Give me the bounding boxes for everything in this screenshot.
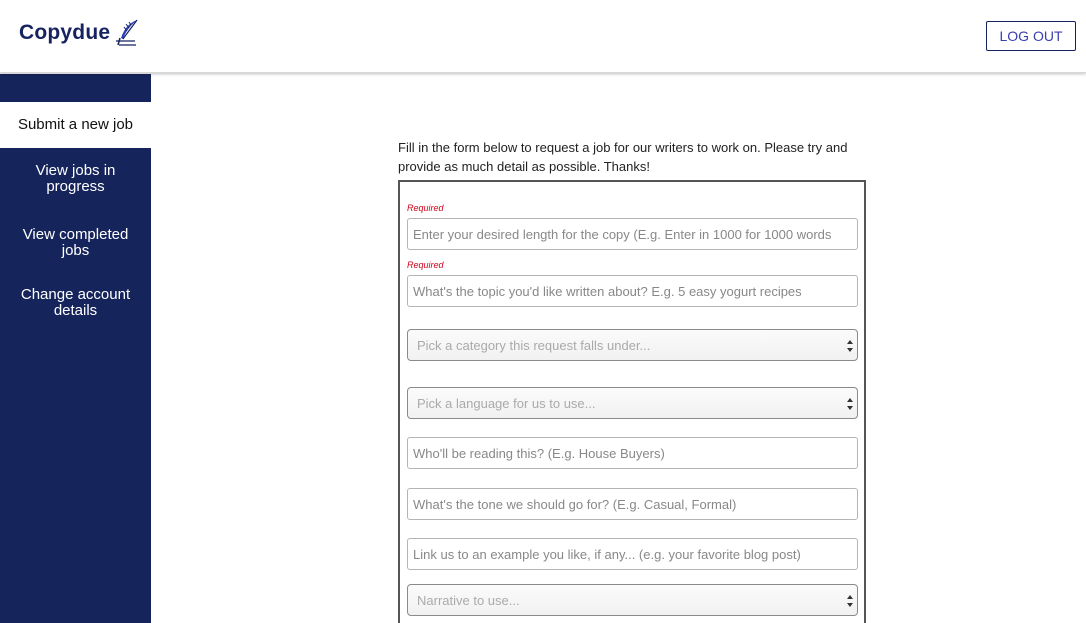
sidebar-item-label: Change account details — [20, 286, 131, 319]
select-arrows-icon — [846, 593, 854, 609]
sidebar-item-jobs-in-progress[interactable] — [0, 163, 151, 195]
audience-input[interactable]: Who'll be reading this? (E.g. House Buyers) — [407, 437, 858, 469]
sidebar-item-completed-jobs[interactable] — [0, 227, 151, 259]
top-header — [0, 0, 1086, 73]
sidebar-item-submit-job[interactable]: Submit a new job — [0, 102, 151, 148]
category-select[interactable] — [407, 329, 858, 361]
select-arrows-icon — [846, 396, 854, 412]
required-label: Required — [407, 260, 444, 270]
sidebar-item-label: View completed jobs — [22, 226, 129, 259]
logout-button[interactable]: LOG OUT — [986, 21, 1076, 51]
quill-icon — [115, 19, 139, 47]
sidebar-item-label: View jobs in progress — [35, 162, 116, 195]
language-select[interactable] — [407, 387, 858, 419]
sidebar-nav — [0, 74, 151, 623]
language-select-value: Pick a language for us to use... — [417, 395, 596, 411]
form-intro-text: Fill in the form below to request a job for our writers to work on. Please try and provide as much detail as possible. Thanks! — [398, 140, 848, 174]
brand-name: Copydue — [19, 21, 111, 44]
category-select-value: Pick a category this request falls under... — [417, 337, 651, 353]
brand-logo[interactable] — [19, 19, 139, 47]
copy-length-input[interactable]: Enter your desired length for the copy (E.g. Enter in 1000 for 1000 words — [407, 218, 858, 250]
required-label: Required — [407, 203, 444, 213]
tone-input[interactable]: What's the tone we should go for? (E.g. Casual, Formal) — [407, 488, 858, 520]
narrative-select-value: Narrative to use... — [417, 592, 520, 608]
example-link-input[interactable]: Link us to an example you like, if any... (e.g. your favorite blog post) — [407, 538, 858, 570]
sidebar-item-account-details[interactable] — [0, 287, 151, 319]
topic-input[interactable]: What's the topic you'd like written about? E.g. 5 easy yogurt recipes — [407, 275, 858, 307]
narrative-select[interactable] — [407, 584, 858, 616]
job-request-form — [398, 180, 866, 623]
select-arrows-icon — [846, 338, 854, 354]
